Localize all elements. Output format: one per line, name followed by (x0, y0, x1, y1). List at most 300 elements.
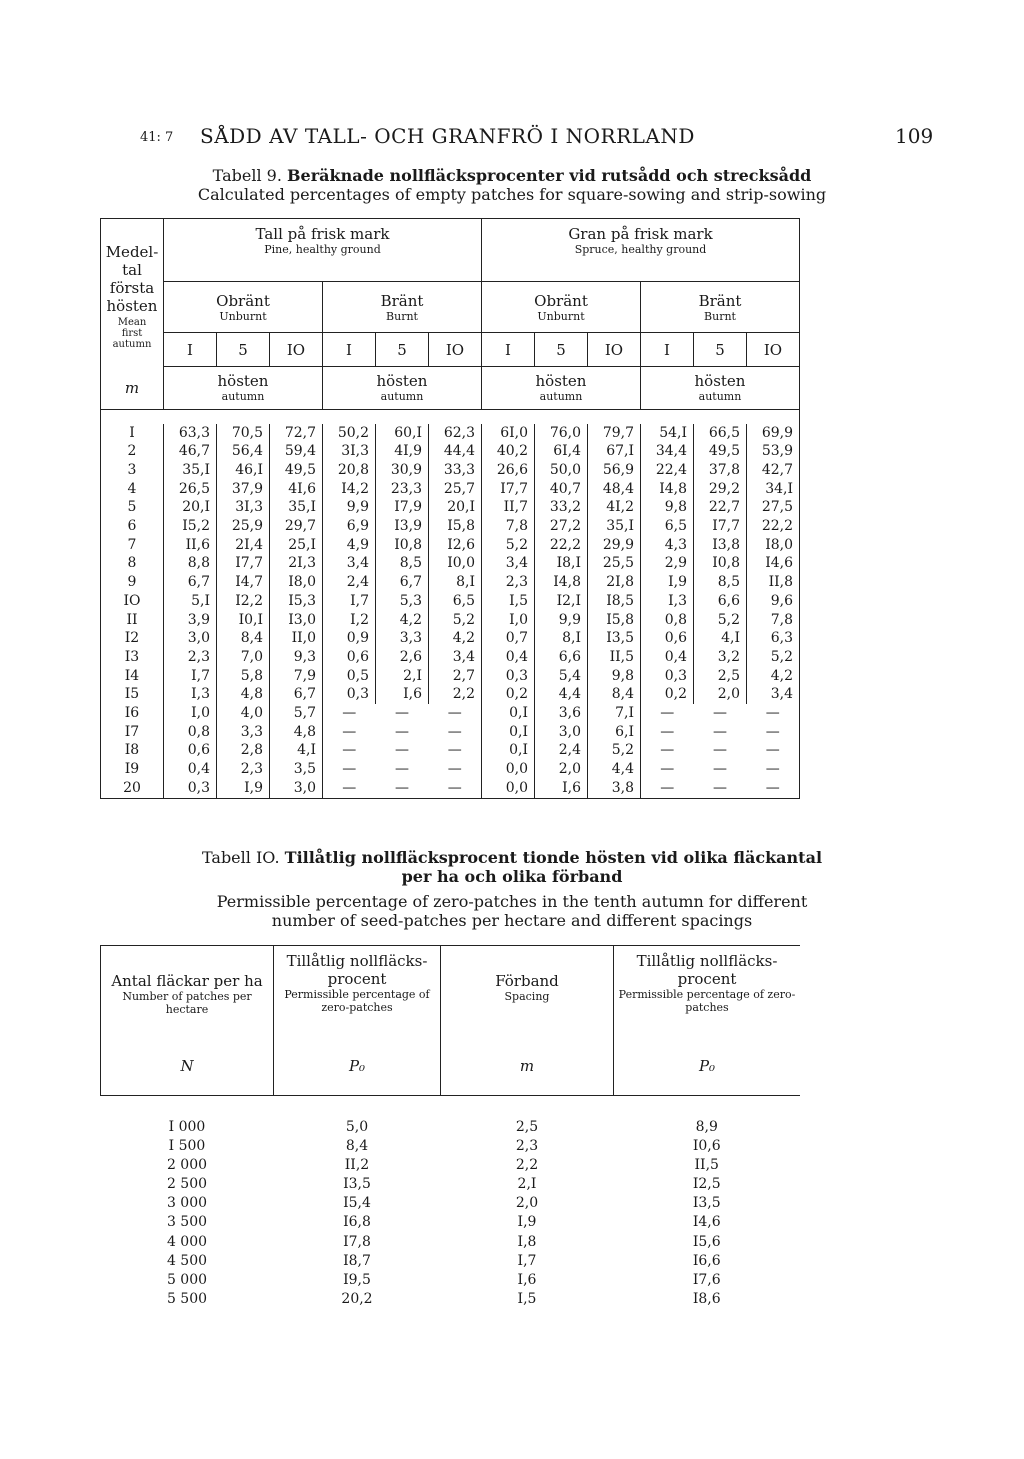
table-row (101, 442, 800, 461)
table9-cell: 3,3 (217, 723, 270, 742)
table10-p0-spacing-value: I4,6 (692, 1214, 721, 1231)
table10-caption (0, 848, 1024, 930)
table9-autumn-header: 5 (376, 333, 429, 367)
table9-cell: 33,2 (535, 498, 588, 517)
table9-cell: I,7 (323, 592, 376, 611)
table9-cell: 29,7 (270, 517, 323, 536)
table9-cell: I4,8 (641, 480, 694, 499)
table10-col4-header: Tillåtlig nollfläcks-procent Permissible percentage of zero-patches (618, 952, 796, 1014)
table9-cell: I4,7 (217, 573, 270, 592)
table10 (100, 945, 800, 1309)
table9-pine-unburnt: Obränt Unburnt (164, 282, 323, 333)
table9-title-en: Calculated percentages of empty patches for square-sowing and strip-sowing (197, 185, 827, 204)
table10-n-value: 5 000 (166, 1271, 208, 1288)
table9-cell: I2,6 (429, 536, 482, 555)
table9-cell: 7,9 (270, 667, 323, 686)
table9-m-value: 5 (101, 498, 164, 517)
table9-cell: — (713, 705, 727, 722)
table9-hosten-4: hösten autumn (641, 367, 800, 410)
table9-autumn-header: 5 (694, 333, 747, 367)
table9-cell: 4,I (694, 629, 747, 648)
table9-cell: 9,3 (270, 648, 323, 667)
table10-p0-spacing-value: I8,6 (692, 1290, 721, 1307)
table9-cell: 4I,2 (588, 498, 641, 517)
table9-cell: I4,2 (323, 480, 376, 499)
table9-cell: 69,9 (747, 424, 800, 443)
table9-m-value: I8 (101, 741, 164, 760)
table10-n-value: 2 500 (166, 1176, 208, 1193)
table9-m-value: 20 (101, 779, 164, 798)
page-number: 109 (895, 124, 934, 148)
table9-cell: — (660, 742, 675, 759)
table9-cell: 8,I (535, 629, 588, 648)
table-row (101, 536, 800, 555)
table9-cell: 33,3 (429, 461, 482, 480)
table9-cell: — (660, 723, 675, 740)
table10-p0-value: I8,7 (343, 1252, 371, 1269)
table9-cell: — (747, 704, 800, 723)
table9-cell: 0,0 (482, 779, 535, 798)
table9-cell: 6,I (588, 723, 641, 742)
table9-cell: 5,4 (535, 667, 588, 686)
table9-cell: 4,2 (747, 667, 800, 686)
table9-cell: 0,8 (164, 723, 217, 742)
table9-cell: 35,I (164, 461, 217, 480)
table10-p0-spacing-value: II,5 (694, 1157, 719, 1174)
running-title: SÅDD AV TALL- OCH GRANFRÖ I NORRLAND (200, 124, 695, 148)
table-row (101, 554, 800, 573)
table10-col2-header: Tillåtlig nollfläcks-procent Permissible percentage of zero-patches (274, 946, 441, 1058)
table9-cell: 22,4 (641, 461, 694, 480)
table-row (101, 517, 800, 536)
table9-cell: 3,4 (482, 554, 535, 573)
table10-m-value: I,5 (517, 1290, 537, 1307)
table-row (101, 760, 800, 779)
table9-cell: 2,5 (694, 667, 747, 686)
table9-group-pine: Tall på frisk mark Pine, healthy ground (164, 219, 482, 282)
table-row (101, 667, 800, 686)
table9-cell: I8,0 (270, 573, 323, 592)
table9-cell: — (429, 741, 482, 760)
table9-cell: 3,2 (694, 648, 747, 667)
table9-cell: 9,6 (747, 592, 800, 611)
table9-cell: 6,6 (535, 648, 588, 667)
table9-cell: 56,4 (217, 442, 270, 461)
table9-m-value: 6 (101, 517, 164, 536)
table9-cell: 23,3 (376, 480, 429, 499)
table9-cell: 0,8 (641, 611, 694, 630)
table9-cell: 6,3 (747, 629, 800, 648)
table9-cell: 27,5 (747, 498, 800, 517)
table9-cell: 66,5 (694, 424, 747, 443)
table10-p0-value: I7,8 (343, 1233, 371, 1250)
table10-p0-spacing-value: I0,6 (692, 1138, 721, 1155)
table10-title-en: Permissible percentage of zero-patches in the tenth autumn for different number of seed-patches per hectare and different spacings (216, 892, 808, 930)
table9-cell: I3,0 (270, 611, 323, 630)
table9-m-value: 8 (101, 554, 164, 573)
table9-cell: II,7 (482, 498, 535, 517)
table9-cell: 2,9 (641, 554, 694, 573)
table9-cell: 3,0 (270, 779, 323, 798)
table9-caption (0, 166, 1024, 204)
table-row (101, 648, 800, 667)
table9-group-spruce: Gran på frisk mark Spruce, healthy ground (482, 219, 800, 282)
table9-cell: 2,3 (482, 573, 535, 592)
table9-cell: 4I,6 (270, 480, 323, 499)
table9-autumn-header: IO (588, 333, 641, 367)
table10-sym-p0-2: P₀ (698, 1057, 716, 1075)
table9-cell: — (395, 779, 409, 796)
table9-m-value: 7 (101, 536, 164, 555)
table9-m-value: I5 (101, 685, 164, 704)
table9-cell: 3,4 (323, 554, 376, 573)
table10-p0-spacing-value: I2,5 (692, 1176, 721, 1193)
table9-autumn-header: 5 (217, 333, 270, 367)
table-row (101, 461, 800, 480)
table9-cell: I,2 (323, 611, 376, 630)
table9-cell: 5,7 (270, 704, 323, 723)
table9-cell: 4,4 (588, 760, 641, 779)
table-row (101, 723, 800, 742)
table9-cell: — (713, 742, 727, 759)
table9-cell: 2,8 (217, 741, 270, 760)
table10-p0-value: I3,5 (343, 1176, 371, 1193)
table9-cell: 6I,0 (482, 424, 535, 443)
table9-cell: — (660, 705, 675, 722)
table9-cell: 0,4 (164, 760, 217, 779)
page-header (0, 124, 1024, 152)
table9-cell: 5,2 (429, 611, 482, 630)
table9-cell: 76,0 (535, 424, 588, 443)
table9-pine-burnt: Bränt Burnt (323, 282, 482, 333)
table9-cell: 3,9 (164, 611, 217, 630)
table9-cell: — (429, 760, 482, 779)
table-row (101, 1175, 801, 1194)
table9-cell: 22,2 (535, 536, 588, 555)
table9-cell: 25,5 (588, 554, 641, 573)
table9-m-value: I6 (101, 704, 164, 723)
table9-cell: 4,2 (429, 629, 482, 648)
table9-cell: 37,8 (694, 461, 747, 480)
table-row (101, 498, 800, 517)
table9-cell: 4,8 (270, 723, 323, 742)
table9-cell: I8,5 (588, 592, 641, 611)
table9-cell: I,7 (164, 667, 217, 686)
table9-cell: 0,3 (482, 667, 535, 686)
table9-cell: 37,9 (217, 480, 270, 499)
table9-cell: — (713, 761, 727, 778)
table9-cell: I5,2 (164, 517, 217, 536)
table9-cell: — (429, 704, 482, 723)
table9-cell: II,5 (588, 648, 641, 667)
table9-cell: 6,7 (376, 573, 429, 592)
table10-n-value: 3 000 (166, 1195, 208, 1212)
table9-cell: 5,3 (376, 592, 429, 611)
table9-cell: 26,5 (164, 480, 217, 499)
table10-n-value: 4 500 (166, 1252, 208, 1269)
table9-m-value: I7 (101, 723, 164, 742)
table10-p0-spacing-value: I6,6 (692, 1252, 721, 1269)
table9-cell: 48,4 (588, 480, 641, 499)
table9-autumn-header: IO (270, 333, 323, 367)
table9-cell: 7,0 (217, 648, 270, 667)
table9-cell: 3,4 (429, 648, 482, 667)
table9-cell: I,9 (217, 779, 270, 798)
table9-cell: — (747, 760, 800, 779)
table9-cell: 3I,3 (323, 442, 376, 461)
table9-cell: I7,7 (482, 480, 535, 499)
table10-n-value: 2 000 (166, 1157, 208, 1174)
table9-hosten-2: hösten autumn (323, 367, 482, 410)
table9-cell: 8,4 (588, 685, 641, 704)
table9-cell: 0,6 (164, 741, 217, 760)
table10-m-value: 2,I (517, 1176, 537, 1193)
table9-cell: 22,2 (747, 517, 800, 536)
table9-spruce-unburnt: Obränt Unburnt (482, 282, 641, 333)
table-row (101, 592, 800, 611)
table-row (101, 1252, 801, 1271)
table9-cell: — (395, 723, 409, 740)
table9-cell: 0,6 (641, 629, 694, 648)
table9-cell: 44,4 (429, 442, 482, 461)
table9-cell: 63,3 (164, 424, 217, 443)
table9-cell: 2,4 (535, 741, 588, 760)
table9-spruce-burnt: Bränt Burnt (641, 282, 800, 333)
table9-m-value: 4 (101, 480, 164, 499)
table10-m-value: I,6 (517, 1271, 537, 1288)
table10-col3-header: Förband Spacing (441, 946, 614, 1058)
table9-cell: 0,I (482, 741, 535, 760)
table9-cell: I8,0 (747, 536, 800, 555)
table-row (101, 1271, 801, 1290)
table9-cell: 62,3 (429, 424, 482, 443)
table9-autumn-header: I (641, 333, 694, 367)
table9-cell: 79,7 (588, 424, 641, 443)
table9-cell: I4,8 (535, 573, 588, 592)
table9-cell: — (342, 779, 357, 796)
table10-n-value: 4 000 (166, 1233, 208, 1250)
table9-cell: 59,4 (270, 442, 323, 461)
table9-cell: 5,2 (694, 611, 747, 630)
table10-m-value: 2,2 (515, 1157, 539, 1174)
table9-cell: 26,6 (482, 461, 535, 480)
table9-cell: 0,3 (323, 685, 376, 704)
table10-m-value: I,7 (517, 1252, 537, 1269)
table-row (101, 611, 800, 630)
table9-cell: 56,9 (588, 461, 641, 480)
table9-cell: 4,3 (641, 536, 694, 555)
table9-cell: 4,9 (323, 536, 376, 555)
table9-cell: 2,2 (429, 685, 482, 704)
table9-autumn-header: I (482, 333, 535, 367)
table9-cell: 0,4 (482, 648, 535, 667)
table9-cell: 3,0 (164, 629, 217, 648)
table9-cell: I,9 (641, 573, 694, 592)
table-row (101, 1290, 801, 1309)
table9-cell: 2I,3 (270, 554, 323, 573)
table9-cell: I,0 (164, 704, 217, 723)
table10-p0-value: I5,4 (343, 1195, 371, 1212)
table9-cell: I2,I (535, 592, 588, 611)
table9-cell: 9,8 (588, 667, 641, 686)
table9-m-value: 3 (101, 461, 164, 480)
table9-cell: 35,I (270, 498, 323, 517)
table9-cell: 22,7 (694, 498, 747, 517)
table10-n-value: I 000 (168, 1119, 206, 1135)
table10-n-value: 3 500 (166, 1214, 208, 1231)
table9-cell: I0,8 (376, 536, 429, 555)
table9-cell: II,0 (270, 629, 323, 648)
table9-cell: 49,5 (694, 442, 747, 461)
table9-cell: 40,7 (535, 480, 588, 499)
table9-cell: 50,2 (323, 424, 376, 443)
table9-cell: I3,5 (588, 629, 641, 648)
table9-cell: I8,I (535, 554, 588, 573)
table9-cell: 8,5 (694, 573, 747, 592)
table-row (101, 1156, 801, 1175)
table10-n-value: I 500 (168, 1138, 206, 1155)
table10-p0-value: I9,5 (343, 1271, 371, 1288)
table10-m-value: 2,0 (515, 1195, 539, 1212)
table9-cell: 7,8 (747, 611, 800, 630)
table9-cell: 4,I (270, 741, 323, 760)
table-row (101, 685, 800, 704)
table9-cell: 25,I (270, 536, 323, 555)
table9-m-symbol: m (101, 367, 164, 410)
table9-cell: 49,5 (270, 461, 323, 480)
table9-m-value: I4 (101, 667, 164, 686)
table10-p0-value: 8,4 (345, 1138, 369, 1155)
table9-autumn-header: IO (747, 333, 800, 367)
table9-cell: II,6 (164, 536, 217, 555)
table9-cell: 8,5 (376, 554, 429, 573)
table9-cell: 3,4 (747, 685, 800, 704)
table9-cell: 70,5 (217, 424, 270, 443)
table9-cell: I5,8 (429, 517, 482, 536)
table9-cell: 2,3 (164, 648, 217, 667)
table9-cell: 2,7 (429, 667, 482, 686)
table9-cell: 5,2 (747, 648, 800, 667)
table9-cell: 2,I (376, 667, 429, 686)
table9-cell: 2,0 (694, 685, 747, 704)
table9-cell: 0,9 (323, 629, 376, 648)
table9-cell: I7,7 (217, 554, 270, 573)
table9-cell: 2I,8 (588, 573, 641, 592)
table9-cell: — (429, 723, 482, 742)
table9-hosten-1: hösten autumn (164, 367, 323, 410)
table10-m-value: I,9 (517, 1214, 537, 1231)
table10-sym-m: m (441, 1057, 614, 1096)
table9-cell: 6,5 (429, 592, 482, 611)
table9-cell: 2,0 (535, 760, 588, 779)
table9-cell: 0,2 (482, 685, 535, 704)
table-row (101, 629, 800, 648)
table9-cell: 6,7 (164, 573, 217, 592)
table-row (101, 1118, 801, 1137)
table9-cell: 0,6 (323, 648, 376, 667)
table9-cell: 60,I (376, 424, 429, 443)
table9-cell: 4,0 (217, 704, 270, 723)
table9-cell: — (342, 742, 357, 759)
table9-cell: 67,I (588, 442, 641, 461)
table10-p0-spacing-value: 8,9 (695, 1119, 718, 1135)
table9-cell: — (395, 761, 409, 778)
table9-cell: 8,4 (217, 629, 270, 648)
table9-cell: 34,I (747, 480, 800, 499)
table9-cell: 4,8 (217, 685, 270, 704)
table9-cell: 53,9 (747, 442, 800, 461)
table10-title-sv: Tillåtlig nollfläcksprocent tionde hösten vid olika fläckantal per ha och olika förband (284, 848, 823, 886)
table9-cell: — (747, 741, 800, 760)
table9-cell: — (395, 742, 409, 759)
table10-sym-n: N (101, 1057, 274, 1096)
table9-m-value: II (101, 611, 164, 630)
table9-autumn-header: I (323, 333, 376, 367)
table9-first-col-header: Medel- tal första hösten Mean first autumn (101, 219, 164, 367)
table9-cell: 2,4 (323, 573, 376, 592)
table-row (101, 1233, 801, 1252)
table9-cell: 42,7 (747, 461, 800, 480)
table9-m-value: I3 (101, 648, 164, 667)
table9-cell: 46,I (217, 461, 270, 480)
table10-col1-header: Antal fläckar per ha Number of patches per hectare (101, 946, 274, 1058)
table9-cell: 4,2 (376, 611, 429, 630)
table9-cell: I,5 (482, 592, 535, 611)
table9-cell: 34,4 (641, 442, 694, 461)
table9-cell: 5,I (164, 592, 217, 611)
table9-cell: I3,9 (376, 517, 429, 536)
table9-m-value: 9 (101, 573, 164, 592)
table10-p0-value: 5,0 (345, 1119, 369, 1135)
table9-cell: — (429, 779, 482, 798)
table9-hosten-3: hösten autumn (482, 367, 641, 410)
table9-cell: 0,7 (482, 629, 535, 648)
table9-cell: 0,3 (641, 667, 694, 686)
table9-cell: 9,9 (535, 611, 588, 630)
table9-cell: 3,3 (376, 629, 429, 648)
table9-cell: 40,2 (482, 442, 535, 461)
table9-cell: 0,I (482, 723, 535, 742)
table-row (101, 480, 800, 499)
table9-cell: 4I,9 (376, 442, 429, 461)
table9-autumn-header: IO (429, 333, 482, 367)
table-row (101, 1137, 801, 1156)
table9-cell: I0,0 (429, 554, 482, 573)
table9-cell: — (713, 723, 727, 740)
table9-cell: 20,I (429, 498, 482, 517)
table9 (100, 218, 800, 799)
table9-cell: 0,I (482, 704, 535, 723)
table-row (101, 741, 800, 760)
table-row (101, 573, 800, 592)
table9-cell: 35,I (588, 517, 641, 536)
table9-cell: 2,3 (217, 760, 270, 779)
table9-cell: — (747, 779, 800, 798)
table9-cell: I,6 (535, 779, 588, 798)
table-row (101, 704, 800, 723)
table9-cell: 9,9 (323, 498, 376, 517)
table9-cell: 27,2 (535, 517, 588, 536)
table9-cell: 5,2 (482, 536, 535, 555)
table10-p0-spacing-value: I7,6 (692, 1271, 721, 1288)
table9-cell: I,3 (164, 685, 217, 704)
table9-title-sv: Beräknade nollfläcksprocenter vid rutsådd och strecksådd (287, 166, 812, 185)
table9-cell: I7,9 (376, 498, 429, 517)
table9-cell: 7,8 (482, 517, 535, 536)
table9-cell: 25,9 (217, 517, 270, 536)
table10-p0-value: I6,8 (343, 1214, 371, 1231)
table9-cell: II,8 (747, 573, 800, 592)
